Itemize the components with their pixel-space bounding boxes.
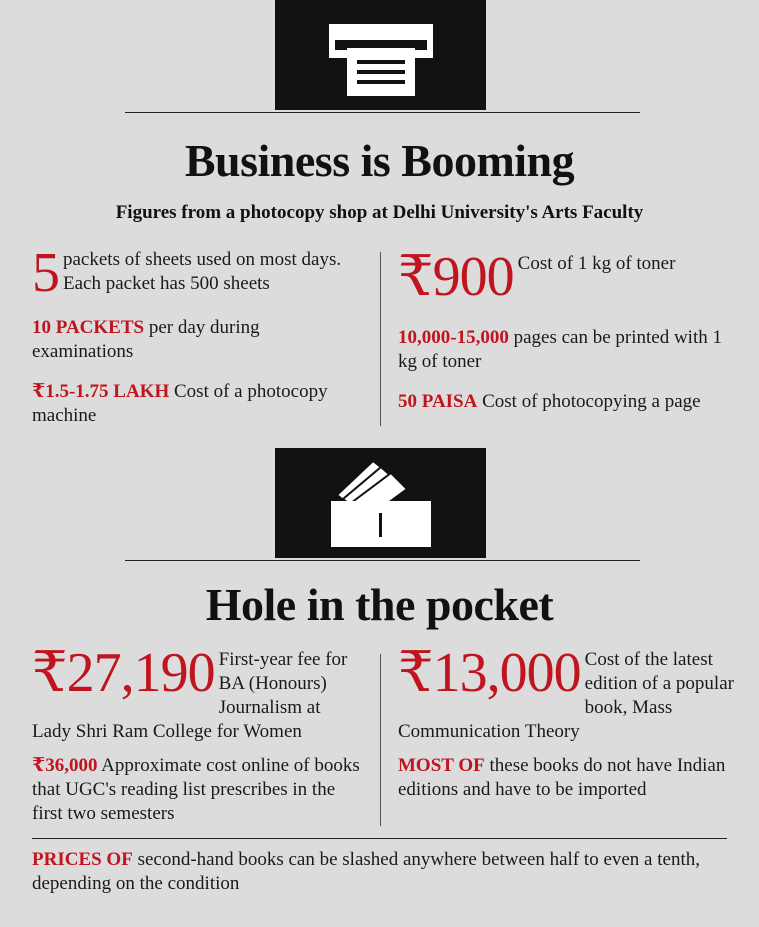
stat-machine-cost (32, 380, 362, 428)
stat-highlight: ₹1.5-1.75 LAKH (32, 381, 170, 402)
stat-highlight: 50 PAISA (398, 391, 478, 412)
stat-text: these books do not have Indian editions and have to be imported (398, 755, 726, 800)
stat-text: second-hand books can be slashed anywhere between half to even a tenth, depending on the condition (32, 849, 700, 894)
printer-icon-box (275, 0, 486, 110)
stat-text: First-year fee for BA (Honours) Journalism at Lady Shri Ram College for Women (32, 649, 348, 742)
stat-text: Cost of a photocopy machine (32, 381, 328, 426)
stat-book-cost (32, 754, 364, 826)
section-title: Business is Booming (184, 135, 575, 186)
section-title: Hole in the pocket (205, 579, 554, 630)
stat-text: packets of sheets used on most days. Each packet has 500 sheets (63, 249, 342, 294)
stat-page-cost (398, 390, 743, 414)
stat-text: Cost of the latest edition of a popular book, Mass Communication Theory (398, 649, 734, 742)
stat-packets (32, 242, 362, 304)
stat-imported-books (398, 754, 728, 802)
printer-icon (321, 10, 441, 100)
stat-big-number: ₹13,000 (398, 642, 581, 704)
stat-latest-edition (398, 642, 738, 744)
stat-text: Cost of 1 kg of toner (517, 253, 676, 274)
stat-highlight: PRICES OF (32, 849, 133, 870)
divider (125, 112, 640, 113)
divider (125, 560, 640, 561)
stat-toner-cost (398, 246, 738, 308)
stat-big-number: 5 (32, 242, 59, 304)
column-divider (380, 252, 381, 426)
stat-highlight: MOST OF (398, 755, 485, 776)
divider (32, 838, 727, 839)
wallet-icon (321, 455, 441, 551)
stat-highlight: ₹36,000 (32, 755, 98, 776)
stat-text: pages can be printed with 1 kg of toner (398, 327, 722, 372)
stat-big-number: ₹27,190 (32, 642, 215, 704)
stat-text: Cost of photocopying a page (477, 391, 701, 412)
stat-highlight: 10,000-15,000 (398, 327, 509, 348)
stat-big-number: ₹900 (398, 246, 514, 308)
wallet-icon-box (275, 448, 486, 558)
stat-exam-packets (32, 316, 362, 364)
stat-college-fee (32, 642, 364, 744)
stat-highlight: 10 PACKETS (32, 317, 145, 338)
stat-second-hand-prices (32, 848, 722, 896)
column-divider (380, 654, 381, 826)
stat-text: Approximate cost online of books that UGC's reading list prescribes in the first two semesters (32, 755, 360, 824)
section-subtitle: Figures from a photocopy shop at Delhi University's Arts Faculty (115, 202, 644, 223)
stat-pages-per-toner (398, 326, 738, 374)
stat-text: per day during examinations (32, 317, 260, 362)
